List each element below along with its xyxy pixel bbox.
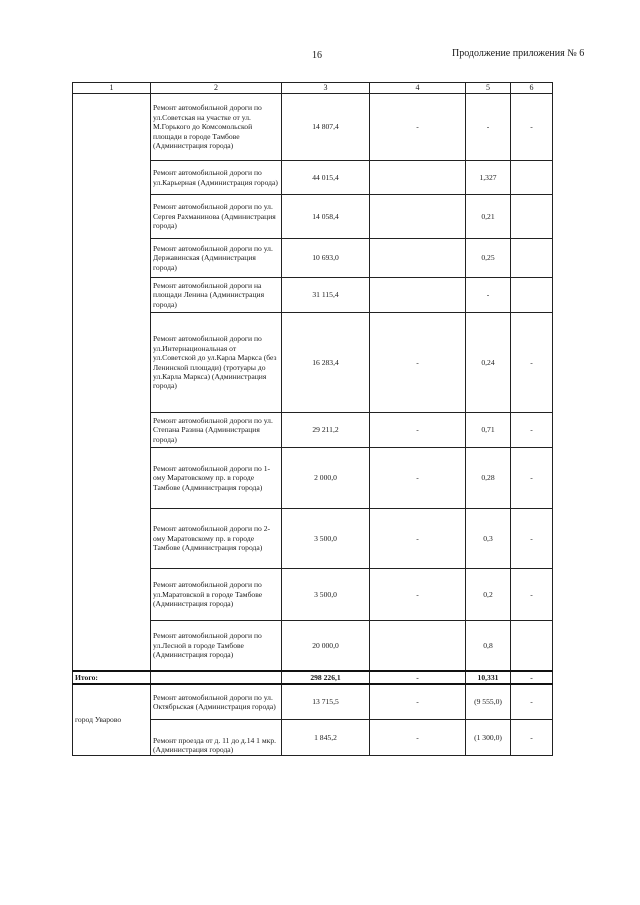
row-col4: -	[370, 509, 466, 569]
row-description: Ремонт автомобильной дороги по 2-ому Маратовскому пр. в городе Тамбове (Администрация города)	[151, 509, 282, 569]
row-col4	[370, 278, 466, 313]
row-col5: 0,2	[466, 569, 511, 621]
row-col5: 0,24	[466, 313, 511, 413]
row-col6: -	[511, 413, 553, 448]
row-col5: 1,327	[466, 161, 511, 195]
row-description: Ремонт автомобильной дороги по ул. Степана Разина (Администрация города)	[151, 413, 282, 448]
row-col4: -	[370, 448, 466, 509]
total-label: Итого:	[73, 671, 151, 684]
row-col5: (9 555,0)	[466, 684, 511, 720]
column-number: 2	[151, 83, 282, 94]
row-col3: 31 115,4	[282, 278, 370, 313]
row-col6: -	[511, 94, 553, 161]
municipality-cell	[73, 94, 151, 671]
row-col3: 29 211,2	[282, 413, 370, 448]
row-col3: 20 000,0	[282, 621, 370, 671]
row-col5: 0,3	[466, 509, 511, 569]
table-row	[73, 94, 553, 161]
row-col6: -	[511, 448, 553, 509]
row-col5: 0,28	[466, 448, 511, 509]
row-col4: -	[370, 413, 466, 448]
row-col5: -	[466, 94, 511, 161]
row-col4: -	[370, 94, 466, 161]
row-description: Ремонт автомобильной дороги по ул.Лесной в городе Тамбове (Администрация города)	[151, 621, 282, 671]
row-col6	[511, 621, 553, 671]
row-col6: -	[511, 313, 553, 413]
total-desc	[151, 671, 282, 684]
column-number: 1	[73, 83, 151, 94]
row-col6	[511, 195, 553, 239]
row-col3: 10 693,0	[282, 239, 370, 278]
total-col6: -	[511, 671, 553, 684]
table-row	[73, 684, 553, 720]
row-col4	[370, 621, 466, 671]
row-col3: 13 715,5	[282, 684, 370, 720]
row-description: Ремонт автомобильной дороги по 1-ому Маратовскому пр. в городе Тамбове (Администрация города)	[151, 448, 282, 509]
row-col4	[370, 161, 466, 195]
row-col3: 14 807,4	[282, 94, 370, 161]
row-description: Ремонт автомобильной дороги по ул.Советская на участке от ул. М.Горького до Комсомольской площади в городе Тамбове (Администрация города)	[151, 94, 282, 161]
row-col5: 0,8	[466, 621, 511, 671]
total-col4: -	[370, 671, 466, 684]
row-col3: 16 283,4	[282, 313, 370, 413]
row-col3: 14 058,4	[282, 195, 370, 239]
row-description: Ремонт проезда от д. 11 до д.14 1 мкр. (Администрация города)	[151, 720, 282, 756]
row-col4	[370, 195, 466, 239]
row-col3: 2 000,0	[282, 448, 370, 509]
budget-table	[72, 82, 553, 756]
row-description: Ремонт автомобильной дороги по ул.Интернациональная от ул.Советской до ул.Карла Маркса (без Ленинской площади) (тротуары до ул.Карла Маркса) (Администрация города)	[151, 313, 282, 413]
column-number: 5	[466, 83, 511, 94]
row-col5: 0,25	[466, 239, 511, 278]
total-col5: 10,331	[466, 671, 511, 684]
row-col4: -	[370, 684, 466, 720]
row-col6: -	[511, 509, 553, 569]
row-description: Ремонт автомобильной дороги по ул. Октябрьская (Администрация города)	[151, 684, 282, 720]
row-col5: 0,21	[466, 195, 511, 239]
column-number: 3	[282, 83, 370, 94]
column-number-row	[73, 83, 553, 94]
row-description: Ремонт автомобильной дороги на площади Ленина (Администрация города)	[151, 278, 282, 313]
row-col6	[511, 239, 553, 278]
page-number: 16	[312, 50, 322, 61]
row-col6: -	[511, 720, 553, 756]
continuation-label: Продолжение приложения № 6	[452, 48, 585, 59]
row-col6: -	[511, 684, 553, 720]
row-col6: -	[511, 569, 553, 621]
row-col6	[511, 161, 553, 195]
row-col3: 1 845,2	[282, 720, 370, 756]
row-description: Ремонт автомобильной дороги по ул.Маратовской в городе Тамбове (Администрация города)	[151, 569, 282, 621]
row-description: Ремонт автомобильной дороги по ул. Державинская (Администрация города)	[151, 239, 282, 278]
row-col4: -	[370, 569, 466, 621]
municipality-cell: город Уварово	[73, 684, 151, 756]
row-description: Ремонт автомобильной дороги по ул. Сергея Рахманинова (Администрация города)	[151, 195, 282, 239]
row-col3: 3 500,0	[282, 509, 370, 569]
column-number: 6	[511, 83, 553, 94]
row-col4: -	[370, 313, 466, 413]
column-number: 4	[370, 83, 466, 94]
total-row	[73, 671, 553, 684]
row-col5: -	[466, 278, 511, 313]
row-col5: (1 300,0)	[466, 720, 511, 756]
row-col4: -	[370, 720, 466, 756]
row-col6	[511, 278, 553, 313]
row-col3: 44 015,4	[282, 161, 370, 195]
total-col3: 298 226,1	[282, 671, 370, 684]
row-col3: 3 500,0	[282, 569, 370, 621]
row-description: Ремонт автомобильной дороги по ул.Карьерная (Администрация города)	[151, 161, 282, 195]
row-col5: 0,71	[466, 413, 511, 448]
row-col4	[370, 239, 466, 278]
